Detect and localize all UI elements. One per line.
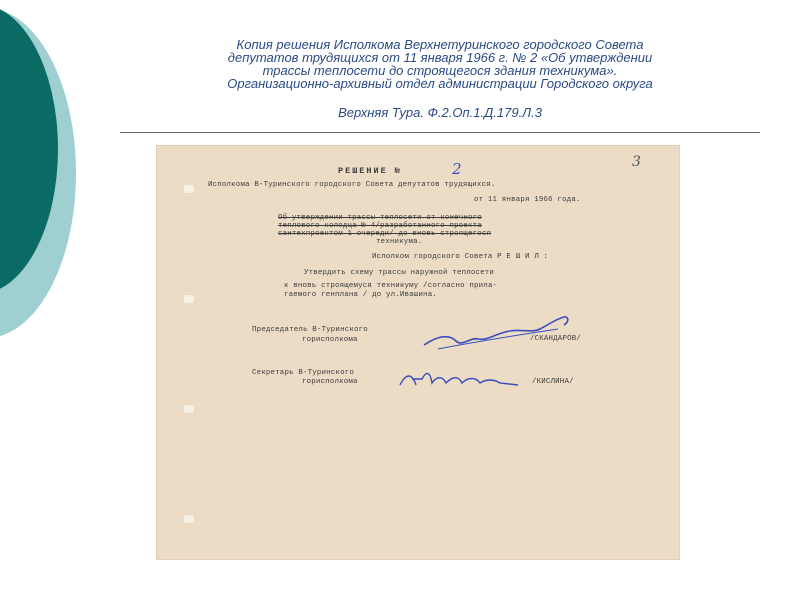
punch-hole bbox=[184, 185, 194, 193]
chair-label: горисполкома bbox=[302, 336, 358, 344]
punch-hole bbox=[184, 405, 194, 413]
secretary-label: горисполкома bbox=[302, 378, 358, 386]
caption-line: депутатов трудящихся от 11 января 1966 г. № 2 «Об утверждении bbox=[227, 50, 653, 65]
divider-line bbox=[120, 132, 760, 133]
archive-reference: Верхняя Тура. Ф.2.Оп.1.Д.179.Л.3 bbox=[338, 105, 542, 120]
chair-signature bbox=[418, 311, 598, 355]
date-line: от 11 января 1966 года. bbox=[474, 196, 581, 204]
resolution-heading: Исполком городского Совета Р Е Ш И Л : bbox=[372, 253, 549, 261]
subject-line: Об утверждении трассы теплосети от конечного bbox=[278, 214, 482, 222]
body-line: к вновь строящемуся техникуму /согласно прила- bbox=[284, 282, 498, 290]
chair-name: /СКАНДАРОВ/ bbox=[530, 335, 581, 343]
issuer-line: Исполкома В-Туринского городского Совета депутатов трудящихся. bbox=[208, 181, 496, 189]
document-title: РЕШЕНИЕ № bbox=[338, 166, 402, 176]
caption-line: Организационно-архивный отдел администрации Городского округа bbox=[227, 76, 653, 91]
subject-line: техникума. bbox=[376, 238, 423, 246]
caption-line: трассы теплосети до строящегося здания техникума». bbox=[262, 63, 618, 78]
body-line: гаемого генплана / до ул.Ивашина. bbox=[284, 291, 437, 299]
punch-hole bbox=[184, 295, 194, 303]
secretary-label: Секретарь В-Туринского bbox=[252, 369, 354, 377]
secretary-name: /КИСЛИНА/ bbox=[532, 378, 574, 386]
decision-number: 2 bbox=[452, 160, 462, 178]
slide-caption bbox=[120, 38, 760, 119]
caption-line: Копия решения Исполкома Верхнетуринского городского Совета bbox=[236, 37, 644, 52]
chair-label: Председатель В-Туринского bbox=[252, 326, 368, 334]
scanned-document bbox=[156, 145, 680, 560]
body-line: Утвердить схему трассы наружной теплосети bbox=[304, 269, 495, 277]
punch-hole bbox=[184, 515, 194, 523]
page-number: 3 bbox=[632, 154, 641, 170]
subject-line: теплового колодца № 4/разработанного проекта bbox=[278, 222, 482, 230]
secretary-signature bbox=[396, 367, 526, 393]
subject-line: сантехпроектом 1 очереди/ до вновь строящегося bbox=[278, 230, 492, 238]
